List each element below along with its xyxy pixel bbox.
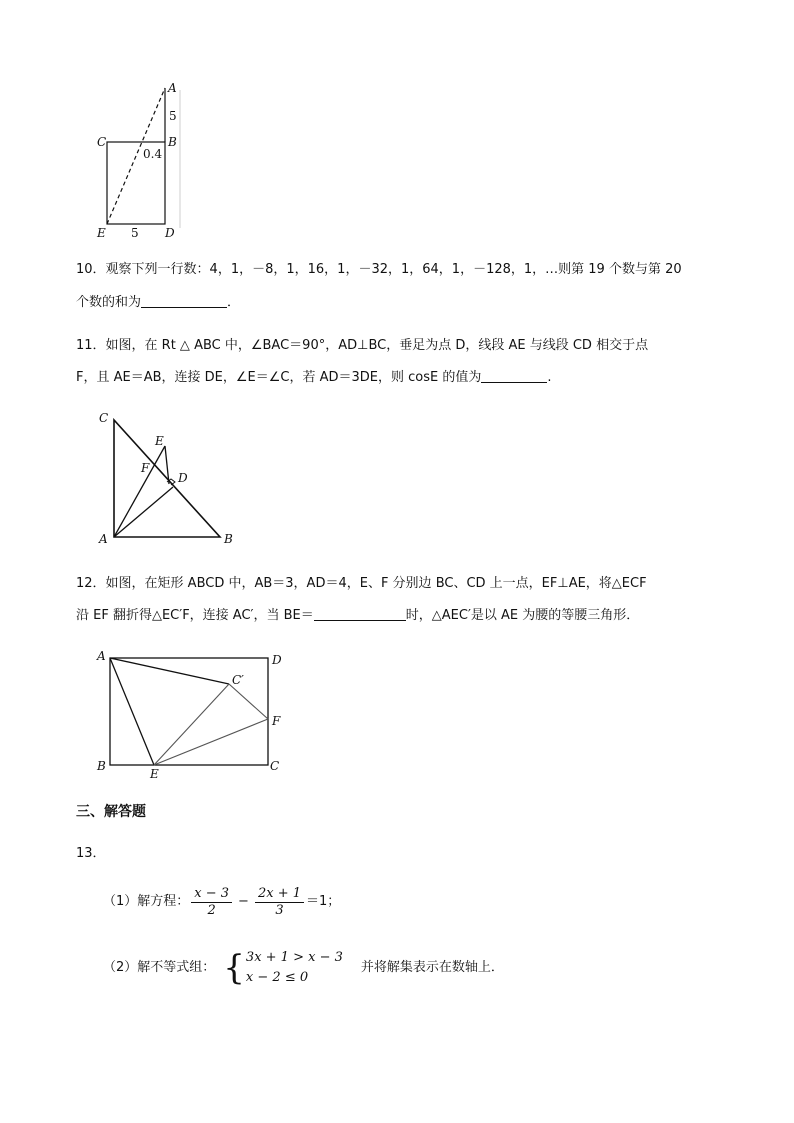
minus-sign: − xyxy=(238,894,249,909)
figure-rectangle-diagonal xyxy=(92,78,192,243)
q12-line1: 12．如图，在矩形 ABCD 中，AB＝3，AD＝4，E、F 分别边 BC、CD 上一点，EF⊥AE，将△ECF xyxy=(76,576,647,591)
label-c: C xyxy=(270,759,280,773)
q13-part1 xyxy=(103,884,340,920)
label-f: F xyxy=(141,461,150,475)
triangle-abc xyxy=(114,420,220,537)
q13-number: 13． xyxy=(76,846,106,861)
q10-line1: 10．观察下列一行数：4，1，－8，1，16，1，－32，1，64，1，－128，1，…则第 19 个数与第 20 xyxy=(76,262,682,277)
label-length-5-ab: 5 xyxy=(169,109,177,123)
q10-answer-blank[interactable] xyxy=(141,293,227,308)
q13-part2-tail: 并将解集表示在数轴上． xyxy=(360,960,504,975)
segment-ae xyxy=(110,658,154,765)
label-e: E xyxy=(97,226,106,240)
q12-answer-blank[interactable] xyxy=(314,606,406,621)
inequality-2: x − 2 ≤ 0 xyxy=(245,970,309,985)
q10-line2-text: 个数的和为 xyxy=(76,295,142,310)
label-c-prime: C′ xyxy=(232,673,244,687)
rectangle-abcd xyxy=(110,658,268,765)
q12-line2-text: 沿 EF 翻折得△EC′F，连接 AC′，当 BE＝ xyxy=(76,608,314,623)
label-a: A xyxy=(168,81,177,95)
segment-c-prime-f xyxy=(229,684,268,719)
section-heading: 三、解答题 xyxy=(76,804,146,820)
q13-part2-label: （2）解不等式组： xyxy=(103,960,216,975)
segment-ad xyxy=(114,487,173,537)
label-f: F xyxy=(272,714,281,728)
q11-answer-blank[interactable] xyxy=(481,368,547,383)
label-d: D xyxy=(272,653,282,667)
q13-part2 xyxy=(103,948,504,988)
label-length-0-4: 0.4 xyxy=(143,147,163,161)
q10-line2-end: ． xyxy=(227,295,241,310)
q12-line2-end: 时，△AEC′是以 AE 为腰的等腰三角形． xyxy=(405,608,640,623)
fraction-2-numerator: 2x + 1 xyxy=(255,886,304,903)
fraction-1-denominator: 2 xyxy=(207,902,216,918)
label-b: B xyxy=(97,759,106,773)
label-d: D xyxy=(178,471,188,485)
segment-ac-prime xyxy=(110,658,229,684)
label-d: D xyxy=(165,226,175,240)
label-c: C xyxy=(99,411,109,425)
q11-line2-end: . xyxy=(547,370,552,385)
fraction-2 xyxy=(255,886,304,919)
fraction-1-numerator: x − 3 xyxy=(191,886,232,903)
label-b: B xyxy=(168,135,177,149)
segment-ae xyxy=(114,446,165,537)
q13-part1-label: （1）解方程： xyxy=(103,894,190,909)
fraction-1 xyxy=(191,886,232,919)
q11-line1: 11．如图，在 Rt △ ABC 中，∠BAC＝90°，AD⊥BC，垂足为点 D，线段 AE 与线段 CD 相交于点 xyxy=(76,338,649,353)
label-length-5-ed: 5 xyxy=(131,226,139,240)
label-c: C xyxy=(97,135,107,149)
inequality-system xyxy=(246,948,343,988)
label-e: E xyxy=(155,434,164,448)
q11-line2 xyxy=(76,368,552,387)
label-a: A xyxy=(99,532,108,546)
segment-ec-prime xyxy=(154,684,229,765)
q10-line2 xyxy=(76,293,240,312)
q11-line2-text: F，且 AE＝AB，连接 DE，∠E＝∠C，若 AD＝3DE，则 cosE 的值为 xyxy=(76,370,482,385)
inequality-1: 3x + 1 > x − 3 xyxy=(245,950,343,965)
segment-ef xyxy=(154,719,268,765)
q12-line2 xyxy=(76,606,639,625)
label-e: E xyxy=(150,767,159,780)
fraction-2-denominator: 3 xyxy=(275,902,284,918)
figure-rectangle-fold xyxy=(92,648,292,780)
label-b: B xyxy=(224,532,233,546)
label-a: A xyxy=(97,649,106,663)
equation-rhs: ＝1； xyxy=(305,894,341,909)
system-brace: { xyxy=(223,948,245,988)
figure-right-triangle xyxy=(92,408,242,548)
